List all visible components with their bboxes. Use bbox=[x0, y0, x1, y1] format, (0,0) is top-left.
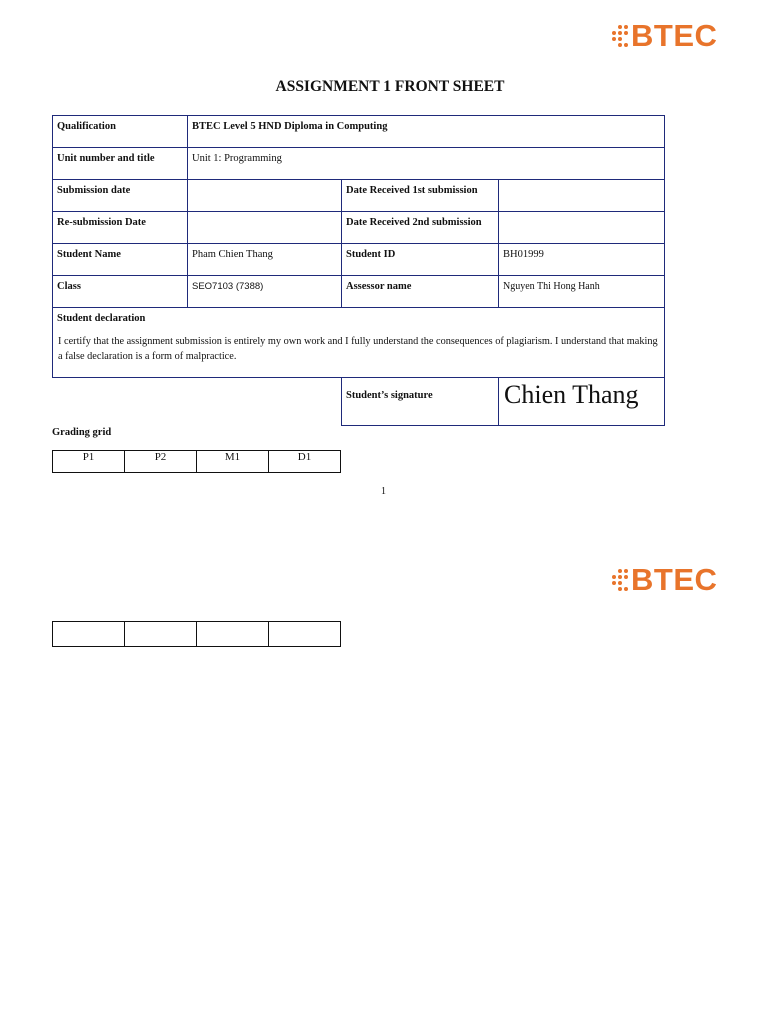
signature-label: Student’s signature bbox=[346, 390, 433, 401]
student-name-value: Pham Chien Thang bbox=[192, 249, 273, 260]
qualification-label: Qualification bbox=[57, 121, 116, 132]
grade-cell-d1: D1 bbox=[269, 451, 341, 473]
signature-value: Chien Thang bbox=[504, 380, 639, 409]
resubmission-value bbox=[187, 211, 341, 223]
submission-date-label: Submission date bbox=[57, 185, 131, 196]
class-value: SEO7103 (7388) bbox=[192, 281, 264, 292]
student-id-label: Student ID bbox=[346, 249, 396, 260]
page-title: ASSIGNMENT 1 FRONT SHEET bbox=[275, 78, 505, 95]
logo-text: BTEC bbox=[631, 562, 718, 597]
empty-grade-cell bbox=[197, 622, 269, 647]
date-received-1-label: Date Received 1st submission bbox=[346, 185, 478, 196]
empty-grade-cell bbox=[53, 622, 125, 647]
student-id-value: BH01999 bbox=[503, 249, 544, 260]
page-number: 1 bbox=[381, 486, 386, 497]
unit-value: Unit 1: Programming bbox=[192, 153, 282, 164]
btec-logo bbox=[612, 20, 717, 51]
declaration-text: I certify that the assignment submission is entirely my own work and I fully understand the consequences of plagiarism. I understand that making a false declaration is a form of malpractice. bbox=[58, 336, 658, 362]
empty-grading-grid bbox=[52, 621, 341, 647]
btec-logo-page-2 bbox=[612, 564, 717, 595]
empty-grade-cell bbox=[269, 622, 341, 647]
declaration-label: Student declaration bbox=[57, 313, 146, 324]
date-received-1-value bbox=[498, 179, 664, 191]
assessor-value: Nguyen Thi Hong Hanh bbox=[503, 281, 600, 292]
student-name-label: Student Name bbox=[57, 249, 121, 260]
submission-date-value bbox=[187, 179, 341, 191]
date-received-2-value bbox=[498, 211, 664, 223]
grade-cell-p1: P1 bbox=[53, 451, 125, 473]
assessor-label: Assessor name bbox=[346, 281, 412, 292]
empty-grade-cell bbox=[125, 622, 197, 647]
logo-dots-icon bbox=[612, 25, 628, 47]
grade-cell-p2: P2 bbox=[125, 451, 197, 473]
logo-dots-icon bbox=[612, 569, 628, 591]
class-label: Class bbox=[57, 281, 81, 292]
grade-cell-m1: M1 bbox=[197, 451, 269, 473]
resubmission-label: Re-submission Date bbox=[57, 217, 146, 228]
grading-grid-label: Grading grid bbox=[52, 427, 112, 438]
unit-label: Unit number and title bbox=[57, 153, 155, 164]
logo-text: BTEC bbox=[631, 18, 718, 53]
date-received-2-label: Date Received 2nd submission bbox=[346, 217, 482, 228]
grading-grid bbox=[52, 450, 341, 473]
qualification-value: BTEC Level 5 HND Diploma in Computing bbox=[192, 121, 388, 132]
